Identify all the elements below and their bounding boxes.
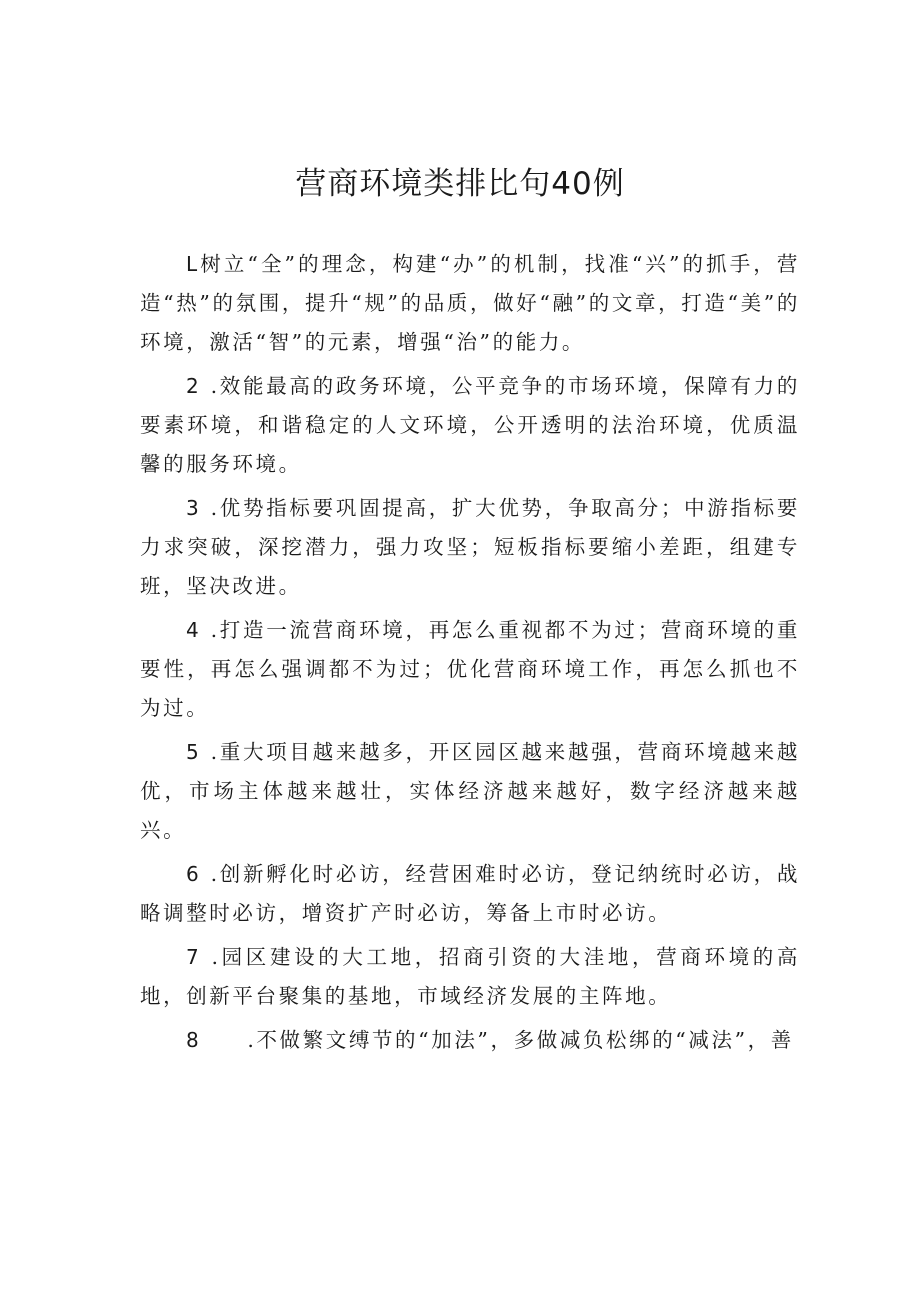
item-number: 4	[186, 618, 202, 642]
item-number: 3	[186, 496, 202, 520]
item-text: 打造一流营商环境，再怎么重视都不为过；营商环境的重要性，再怎么强调都不为过；优化营商环境工作，再怎么抓也不为过。	[140, 618, 800, 720]
item-text: 园区建设的大工地，招商引资的大洼地，营商环境的高地，创新平台聚集的基地，市域经济发展的主阵地。	[140, 945, 800, 1008]
list-item	[140, 245, 800, 362]
item-text: 创新孵化时必访，经营困难时必访，登记纳统时必访，战略调整时必访，增资扩产时必访，筹备上市时必访。	[140, 862, 800, 925]
item-separator: .	[210, 618, 220, 642]
item-number: 5	[186, 740, 202, 764]
item-number: 6	[186, 862, 202, 886]
item-separator: .	[247, 1028, 257, 1052]
item-separator: .	[210, 374, 220, 398]
item-text: 效能最高的政务环境，公平竞争的市场环境，保障有力的要素环境，和谐稳定的人文环境，公开透明的法治环境，优质温馨的服务环境。	[140, 374, 800, 476]
item-separator: .	[210, 862, 220, 886]
list-item	[140, 489, 800, 606]
list-item	[140, 367, 800, 484]
list-item	[140, 938, 800, 1016]
item-number: 8	[186, 1028, 202, 1052]
item-text: 树立“全”的理念，构建“办”的机制，找准“兴”的抓手，营造“热”的氛围，提升“规”的品质，做好“融”的文章，打造“美”的环境，激活“智”的元素，增强“治”的能力。	[140, 252, 800, 354]
list-item	[140, 1021, 800, 1060]
item-separator: .	[210, 496, 220, 520]
item-number: 7	[186, 945, 202, 969]
list-item	[140, 733, 800, 850]
item-separator: .	[211, 945, 221, 969]
item-text: 优势指标要巩固提高，扩大优势，争取高分；中游指标要力求突破，深挖潜力，强力攻坚；短板指标要缩小差距，组建专班，坚决改进。	[140, 496, 800, 598]
page-title: 营商环境类排比句40例	[295, 166, 625, 202]
list-item	[140, 611, 800, 728]
list-item	[140, 855, 800, 933]
item-number: 2	[186, 374, 202, 398]
item-separator: .	[210, 740, 220, 764]
item-text: 重大项目越来越多，开区园区越来越强，营商环境越来越优，市场主体越来越壮，实体经济越来越好，数字经济越来越兴。	[140, 740, 800, 842]
item-text: 不做繁文缚节的“加法”，多做减负松绑的“减法”，善	[256, 1028, 794, 1052]
document-body	[140, 245, 800, 1065]
item-number: L	[186, 252, 200, 276]
